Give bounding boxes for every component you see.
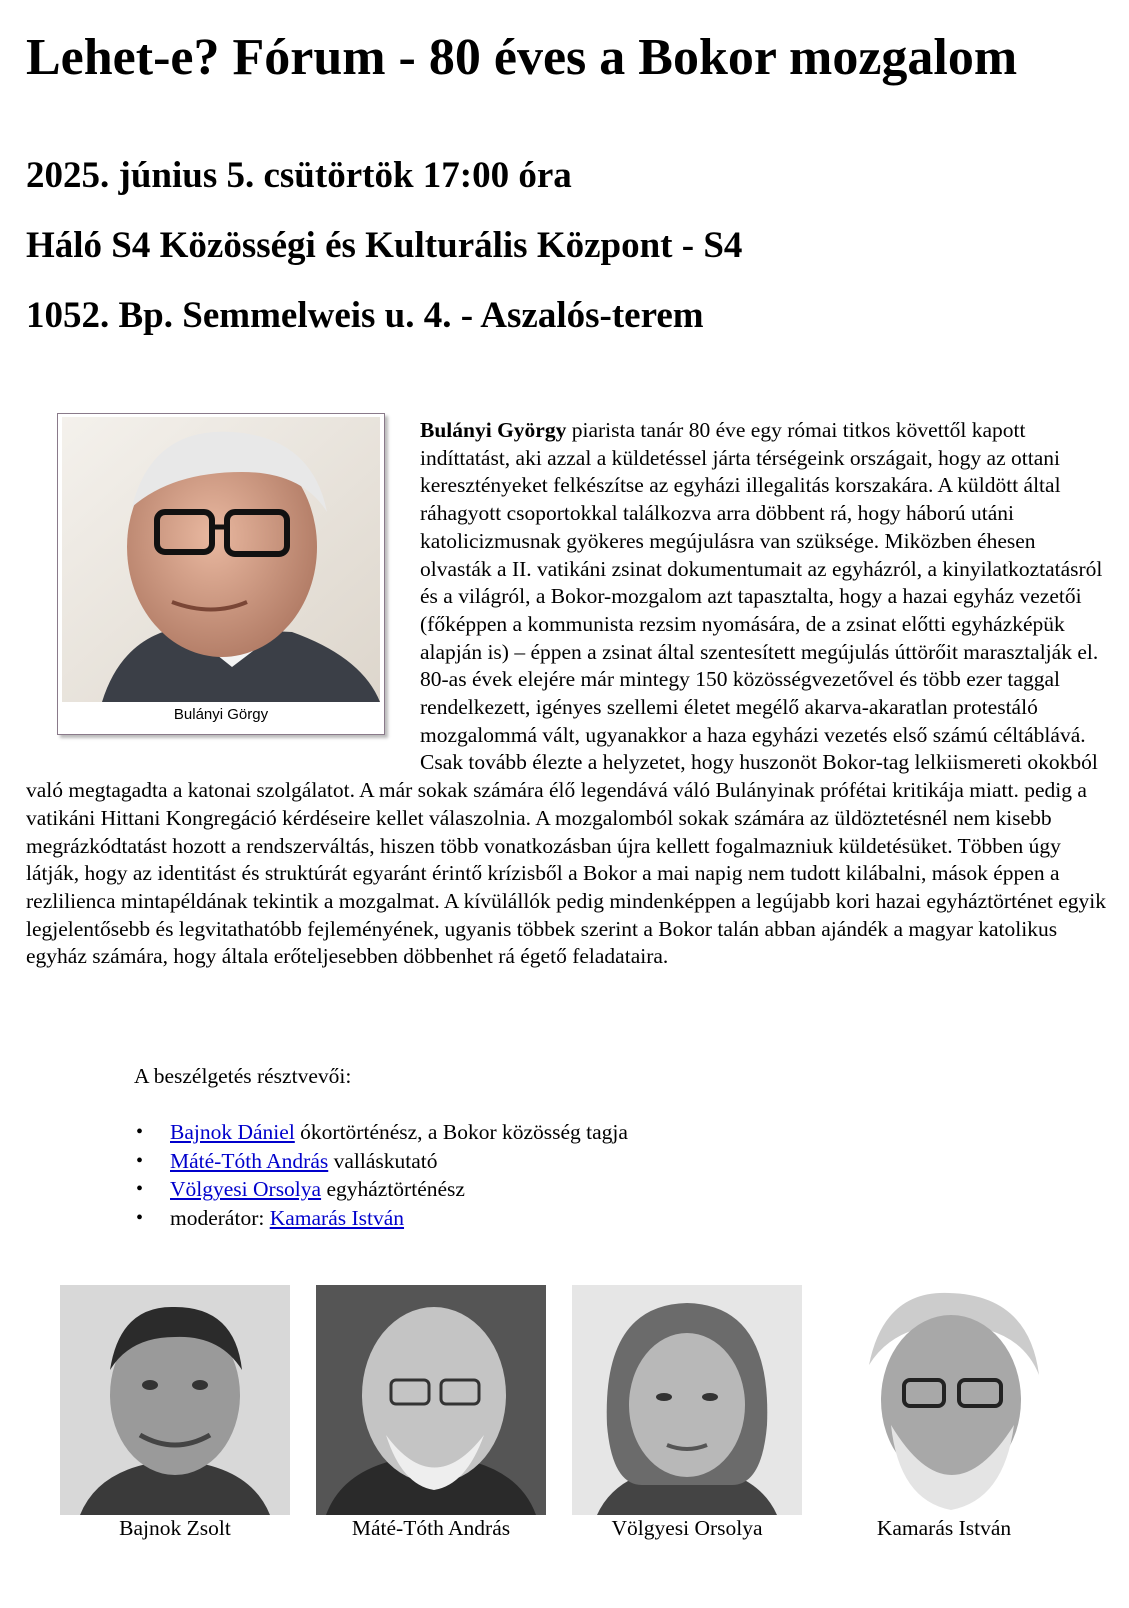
participant-photo-3 xyxy=(572,1285,802,1515)
participant-photo-1 xyxy=(60,1285,290,1515)
photo-caption-3: Völgyesi Orsolya xyxy=(611,1516,763,1540)
participant-photo-2 xyxy=(316,1285,546,1515)
list-item: • Máté-Tóth András valláskutató xyxy=(134,1147,628,1176)
list-item: • Völgyesi Orsolya egyháztörténész xyxy=(134,1175,628,1204)
participants-label: A beszélgetés résztvevői: xyxy=(134,1064,352,1088)
portrait-caption: Bulányi Görgy xyxy=(173,706,269,723)
event-date: 2025. június 5. csütörtök 17:00 óra xyxy=(26,155,572,196)
participant-link-bajnok[interactable]: Bajnok Dániel xyxy=(170,1120,295,1144)
participant-link-kamaras[interactable]: Kamarás István xyxy=(269,1205,405,1230)
lead-name: Bulányi György xyxy=(420,418,567,442)
list-item: • moderátor: Kamarás István xyxy=(134,1204,628,1233)
photo-caption-1: Bajnok Zsolt xyxy=(119,1516,231,1540)
event-address: 1052. Bp. Semmelweis u. 4. - Aszalós-terem xyxy=(26,295,704,336)
event-description xyxy=(26,417,1106,971)
participants-list xyxy=(134,1118,628,1232)
participant-link-volgyesi[interactable]: Völgyesi Orsolya xyxy=(170,1177,322,1201)
page-title: Lehet-e? Fórum - 80 éves a Bokor mozgalom xyxy=(26,29,1018,86)
participant-photo-4 xyxy=(829,1285,1059,1515)
photo-caption-4: Kamarás István xyxy=(876,1516,1012,1540)
list-item: • Bajnok Dániel ókortörténész, a Bokor közösség tagja xyxy=(134,1118,628,1147)
participant-link-mate-toth[interactable]: Máté-Tóth András xyxy=(170,1148,329,1173)
photo-caption-2: Máté-Tóth András xyxy=(351,1516,511,1540)
event-venue: Háló S4 Közösségi és Kulturális Központ - S4 xyxy=(26,225,743,266)
description-text: piarista tanár 80 éve egy római titkos követtől kapott indíttatást, aki azzal a küldetéssel járta térségeink országait, hogy az ottani keresztényeket felkészítse az egyházi illegalitás korszakára. A küldött által ráhagyott csoportokkal találkozva arra döbbent rá, hogy háború utáni katolicizmusnak gyökeres megújulásra van szüksége. Miközben éhesen olvasták a II. vatikáni zsinat dokumentumait az egyházról, a kinyilatkoztatásról és a világról, a Bokor-mozgalom azt tapasztalta, hogy a hazai egyház vezetői (főképpen a kommunista rezsim nyomására, de a zsinat előtti egyházképük alapján is) – éppen a zsinat által szentesített megújulás úttörőit marasztalják el. 80-as évek elejére már mintegy 150 közösségvezetővel és több ezer taggal rendelkezett, igényes szellemi életet megélő akarva-akaratlan protestáló mozgalommá vált, ugyanakkor a haza egyházi vezetés első számú céltáblává. Csak tovább élezte a helyzetet, hogy huszonöt Bokor-tag lelkiismereti okokból való megtagadta a katonai szolgálatot. A már sokak számára élő legendává váló Bulányinak prófétai kritikája miatt. pedig a vatikáni Hittani Kongregáció kérdéseire kellet válaszolnia. A mozgalomból sokak számára az üldöztetésnél nem kisebb megrázkódtatást hozott a rendszerváltás, hiszen több vonatkozásban újra kellett fogalmazniuk küldetésüket. Többen úgy látják, hogy az identitást és struktúrát egyaránt érintő krízisből a Bokor a mai napig nem tudott kilábalni, mások éppen a rezlilienca mintapéldának tekintik a mozgalmat. A kívülállók pedig mindenképpen a legújabb kori hazai egyháztörténet egyik legjelentősebb és legvitathatóbb fejleményének, ugyanis többek szerint a Bokor talán abban ajándék a magyar katolikus egyház számára, hogy általa erőteljesebben döbbenhet rá égető feladataira. xyxy=(26,418,1107,969)
